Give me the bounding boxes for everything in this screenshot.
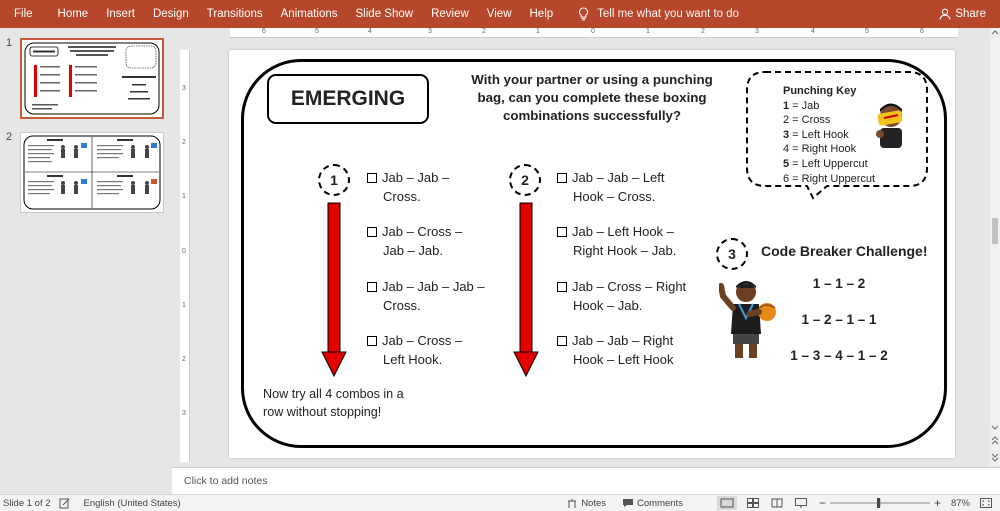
combo-text: Jab – Jab. xyxy=(383,242,443,258)
key-label: = Left Hook xyxy=(789,128,849,141)
share-button[interactable] xyxy=(939,0,986,28)
key-item-3 xyxy=(783,128,875,143)
tell-me-text: Tell me what you want to do xyxy=(597,8,740,20)
ruler-label: 5 xyxy=(315,28,319,35)
ruler-label: 4 xyxy=(811,28,815,35)
ruler-label: 6 xyxy=(920,28,924,35)
combo-text: Jab – Jab – Right xyxy=(572,333,674,348)
combo-text: Jab – Cross – xyxy=(382,224,463,239)
status-bar xyxy=(0,494,1000,511)
menu-animations[interactable]: Animations xyxy=(280,8,338,20)
slide-thumbnail-1[interactable] xyxy=(20,38,164,119)
combo-text: Right Hook – Jab. xyxy=(573,242,677,258)
menu-bar xyxy=(0,0,1000,28)
vertical-scrollbar[interactable] xyxy=(990,28,1000,466)
key-num: 2 xyxy=(783,114,790,127)
slide-2-preview xyxy=(21,133,163,212)
slide-canvas[interactable] xyxy=(229,50,955,458)
ruler-label: 3 xyxy=(755,28,759,35)
menu-transitions[interactable]: Transitions xyxy=(206,8,263,20)
combo-text: Cross. xyxy=(383,297,421,313)
combo-text: Jab – Jab – Jab – xyxy=(382,279,485,294)
combo-text: Hook – Cross. xyxy=(573,188,656,204)
code-2: 1 – 2 – 1 – 1 xyxy=(801,312,877,327)
ruler-label: 6 xyxy=(262,28,266,35)
menu-help[interactable]: Help xyxy=(529,8,554,20)
checkbox[interactable] xyxy=(367,282,377,292)
checkbox[interactable] xyxy=(557,282,567,292)
menu-view[interactable]: View xyxy=(486,8,512,20)
zoom-level[interactable]: 87% xyxy=(950,497,970,509)
code-3: 1 – 3 – 4 – 1 – 2 xyxy=(790,348,888,363)
combo-text: Hook – Left Hook xyxy=(573,351,674,367)
zoom-out-icon[interactable]: − xyxy=(818,496,826,510)
ruler-label: 0 xyxy=(182,248,186,255)
key-label: = Jab xyxy=(789,99,820,112)
scrollbar-track xyxy=(990,28,1000,466)
thumbnail-pane xyxy=(0,28,172,494)
key-label: = Right Uppercut xyxy=(789,172,876,185)
step-1-circle: 1 xyxy=(318,164,350,196)
checkbox[interactable] xyxy=(367,336,377,346)
arrow-down-icon xyxy=(321,202,347,378)
slide-subtitle[interactable]: With your partner or using a punching bag, can you complete these boxing combinations successfully? xyxy=(471,72,713,123)
menu-design[interactable]: Design xyxy=(152,8,189,20)
language-indicator[interactable]: English (United States) xyxy=(83,497,181,509)
ruler-label: 4 xyxy=(368,28,372,35)
combo-1-1[interactable] xyxy=(367,169,449,206)
combo-2-2[interactable] xyxy=(557,223,676,260)
combo-text: Jab – Cross – Right xyxy=(572,279,687,294)
slide-counter: Slide 1 of 2 xyxy=(3,497,51,509)
combo-1-4[interactable] xyxy=(367,332,462,369)
combo-1-3[interactable] xyxy=(367,278,485,315)
checkbox[interactable] xyxy=(367,227,377,237)
menu-review[interactable]: Review xyxy=(431,8,469,20)
ruler-label: 1 xyxy=(182,193,186,200)
checkbox[interactable] xyxy=(557,173,567,183)
punching-key xyxy=(783,84,875,186)
notes-icon xyxy=(567,498,577,509)
checkbox[interactable] xyxy=(367,173,377,183)
ruler-label: 2 xyxy=(482,28,486,35)
share-label: Share xyxy=(955,8,986,20)
ruler-label: 1 xyxy=(536,28,540,35)
cartoon-boxer-small xyxy=(872,98,910,150)
notes-button[interactable]: Notes xyxy=(581,497,607,509)
lightbulb-icon xyxy=(578,7,589,21)
ruler-label: 3 xyxy=(182,85,186,92)
combo-1-2[interactable] xyxy=(367,223,462,260)
combo-text: Jab – Cross – xyxy=(382,333,463,348)
combo-2-3[interactable] xyxy=(557,278,686,315)
key-num: 5 xyxy=(783,157,790,170)
tell-me-search[interactable] xyxy=(578,7,739,21)
menu-insert[interactable]: Insert xyxy=(106,8,135,20)
fit-slide-icon[interactable] xyxy=(980,498,992,508)
key-num: 1 xyxy=(783,99,790,112)
combo-2-4[interactable] xyxy=(557,332,673,369)
ruler-label: 2 xyxy=(182,356,186,363)
key-label: = Right Hook xyxy=(789,143,857,156)
try-all-line: Now try all 4 combos in a xyxy=(263,387,404,401)
thumbnail-number-1: 1 xyxy=(6,37,13,49)
menu-file[interactable]: File xyxy=(14,8,33,20)
ruler-label: 1 xyxy=(646,28,650,35)
ruler-label: 0 xyxy=(591,28,595,35)
horizontal-ruler xyxy=(230,28,958,38)
slide-1-preview xyxy=(22,40,162,117)
try-all-instruction xyxy=(263,386,404,421)
punching-key-title: Punching Key xyxy=(783,85,857,97)
ruler-label: 5 xyxy=(865,28,869,35)
menu-home[interactable]: Home xyxy=(57,8,89,20)
reading-view-icon[interactable] xyxy=(771,498,783,508)
key-item-2 xyxy=(783,113,875,128)
code-breaker-title: Code Breaker Challenge! xyxy=(761,243,928,259)
notes-placeholder: Click to add notes xyxy=(184,475,268,487)
slide-show-icon[interactable] xyxy=(795,498,807,508)
ruler-label: 3 xyxy=(428,28,432,35)
ruler-label: 2 xyxy=(182,139,186,146)
zoom-in-icon[interactable]: + xyxy=(933,496,941,510)
checkbox[interactable] xyxy=(557,336,567,346)
notes-pane[interactable] xyxy=(172,467,1000,494)
combo-text: Jab – Jab – xyxy=(382,170,450,185)
zoom-slider[interactable] xyxy=(830,498,930,508)
vertical-ruler xyxy=(180,50,190,462)
menu-slide-show[interactable]: Slide Show xyxy=(355,8,414,20)
slide-thumbnail-2[interactable] xyxy=(20,132,164,213)
key-item-6 xyxy=(783,172,875,187)
comments-icon xyxy=(622,498,634,508)
step-3-circle: 3 xyxy=(716,238,748,270)
key-num: 6 xyxy=(783,172,790,185)
slide-sorter-icon[interactable] xyxy=(747,498,759,508)
combo-2-1[interactable] xyxy=(557,169,665,206)
step-2-circle: 2 xyxy=(509,164,541,196)
key-num: 3 xyxy=(783,128,790,141)
try-all-line: row without stopping! xyxy=(263,404,382,419)
normal-view-icon[interactable] xyxy=(717,496,737,510)
ruler-label: 1 xyxy=(182,302,186,309)
combo-text: Hook – Jab. xyxy=(573,297,643,313)
thumbnail-number-2: 2 xyxy=(6,131,13,143)
key-label: = Left Uppercut xyxy=(789,157,868,170)
combo-text: Jab – Left Hook – xyxy=(572,224,674,239)
key-item-4 xyxy=(783,142,875,157)
key-label: = Cross xyxy=(789,114,831,127)
ruler-label: 3 xyxy=(182,410,186,417)
key-item-1 xyxy=(783,99,875,114)
slide-title[interactable]: EMERGING xyxy=(267,74,429,124)
spell-check-icon[interactable] xyxy=(59,498,71,509)
key-num: 4 xyxy=(783,143,790,156)
arrow-down-icon xyxy=(513,202,539,378)
combo-text: Cross. xyxy=(383,188,421,204)
code-1: 1 – 1 – 2 xyxy=(812,276,866,291)
combo-text: Jab – Jab – Left xyxy=(572,170,665,185)
ruler-label: 2 xyxy=(701,28,705,35)
combo-text: Left Hook. xyxy=(383,351,443,367)
person-icon xyxy=(939,8,951,20)
cartoon-boxer-large xyxy=(719,278,777,360)
key-item-5 xyxy=(783,157,875,172)
checkbox[interactable] xyxy=(557,227,567,237)
comments-button[interactable]: Comments xyxy=(637,497,683,509)
